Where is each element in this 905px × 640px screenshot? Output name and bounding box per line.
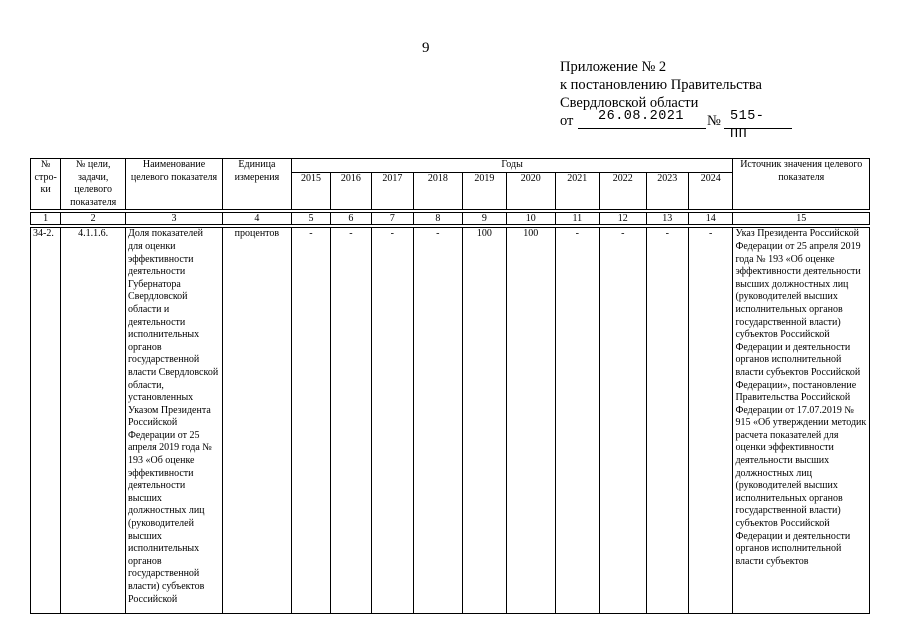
header-year: 2018 xyxy=(414,172,463,210)
cell-value-2016: - xyxy=(331,228,371,614)
column-number: 11 xyxy=(555,213,599,225)
column-number: 3 xyxy=(126,213,223,225)
cell-value-2015: - xyxy=(291,228,330,614)
table-row xyxy=(31,228,870,614)
header-year: 2023 xyxy=(646,172,688,210)
header-year: 2016 xyxy=(331,172,371,210)
column-number: 15 xyxy=(733,213,870,225)
appendix-line-2: к постановлению Правительства xyxy=(560,77,762,93)
column-number: 12 xyxy=(600,213,646,225)
column-number: 6 xyxy=(331,213,371,225)
column-number: 13 xyxy=(646,213,688,225)
date-underline xyxy=(578,128,706,129)
header-year: 2021 xyxy=(555,172,599,210)
cell-row-no: 34-2. xyxy=(31,228,61,614)
header-unit: Единица измерения xyxy=(223,159,292,210)
header-goal-no: № цели, задачи, целевого показателя xyxy=(61,159,126,210)
column-number: 2 xyxy=(61,213,126,225)
cell-unit: процентов xyxy=(223,228,292,614)
cell-value-2020: 100 xyxy=(507,228,556,614)
header-source: Источник значения целевого показателя xyxy=(733,159,870,210)
cell-value-2023: - xyxy=(646,228,688,614)
page-number: 9 xyxy=(422,40,430,56)
header-year: 2015 xyxy=(291,172,330,210)
indicators-table xyxy=(30,158,870,614)
column-number: 1 xyxy=(31,213,61,225)
header-year: 2020 xyxy=(507,172,556,210)
column-number: 7 xyxy=(371,213,413,225)
resolution-date: 26.08.2021 xyxy=(598,109,685,124)
header-row-no: № стро-ки xyxy=(31,159,61,210)
cell-value-2024: - xyxy=(688,228,732,614)
appendix-line-3: Свердловской области xyxy=(560,95,699,111)
header-year: 2017 xyxy=(371,172,413,210)
header-year: 2024 xyxy=(688,172,732,210)
header-name: Наименование целевого показателя xyxy=(126,159,223,210)
from-label: от xyxy=(560,113,574,129)
column-number: 8 xyxy=(414,213,463,225)
column-number: 5 xyxy=(291,213,330,225)
header-year: 2019 xyxy=(462,172,506,210)
column-number: 9 xyxy=(462,213,506,225)
cell-goal-no: 4.1.1.6. xyxy=(61,228,126,614)
cell-indicator-name: Доля показателей для оценки эффективности деятельности Губернатора Свердловской области и деятельности исполнительных органов государственной власти Свердловской области, установленных Указом Президента Российской Федерации от 25 апреля 2019 года № 193 «Об оценке эффективности деятельности высших должностных лиц (руководителей высших исполнительных органов государственной власти) субъектов Российской xyxy=(126,228,223,614)
resolution-date-number xyxy=(560,109,765,142)
cell-value-2019: 100 xyxy=(462,228,506,614)
appendix-header xyxy=(560,58,765,142)
cell-value-2018: - xyxy=(414,228,463,614)
number-label: № xyxy=(707,113,721,129)
column-number: 4 xyxy=(223,213,292,225)
cell-value-2021: - xyxy=(555,228,599,614)
header-years-group: Годы xyxy=(291,159,733,173)
column-number: 10 xyxy=(507,213,556,225)
header-year: 2022 xyxy=(600,172,646,210)
resolution-number: 515-ПП xyxy=(730,109,765,142)
cell-value-2017: - xyxy=(371,228,413,614)
appendix-line-1: Приложение № 2 xyxy=(560,59,667,75)
cell-value-2022: - xyxy=(600,228,646,614)
cell-source: Указ Президента Российской Федерации от 25 апреля 2019 года № 193 «Об оценке эффективности деятельности высших должностных лиц (руководителей высших исполнительных органов государственной власти) субъектов Российской Федерации и деятельности органов исполнительной власти субъектов Российской Федерации», постановление Правительства Российской Федерации от 17.07.2019 № 915 «Об утверждении методик расчета показателей для оценки эффективности деятельности высших должностных лиц (руководителей высших исполнительных органов государственной власти) субъектов Российской Федерации и деятельности органов исполнительной власти субъектов xyxy=(733,228,870,614)
column-number: 14 xyxy=(688,213,732,225)
